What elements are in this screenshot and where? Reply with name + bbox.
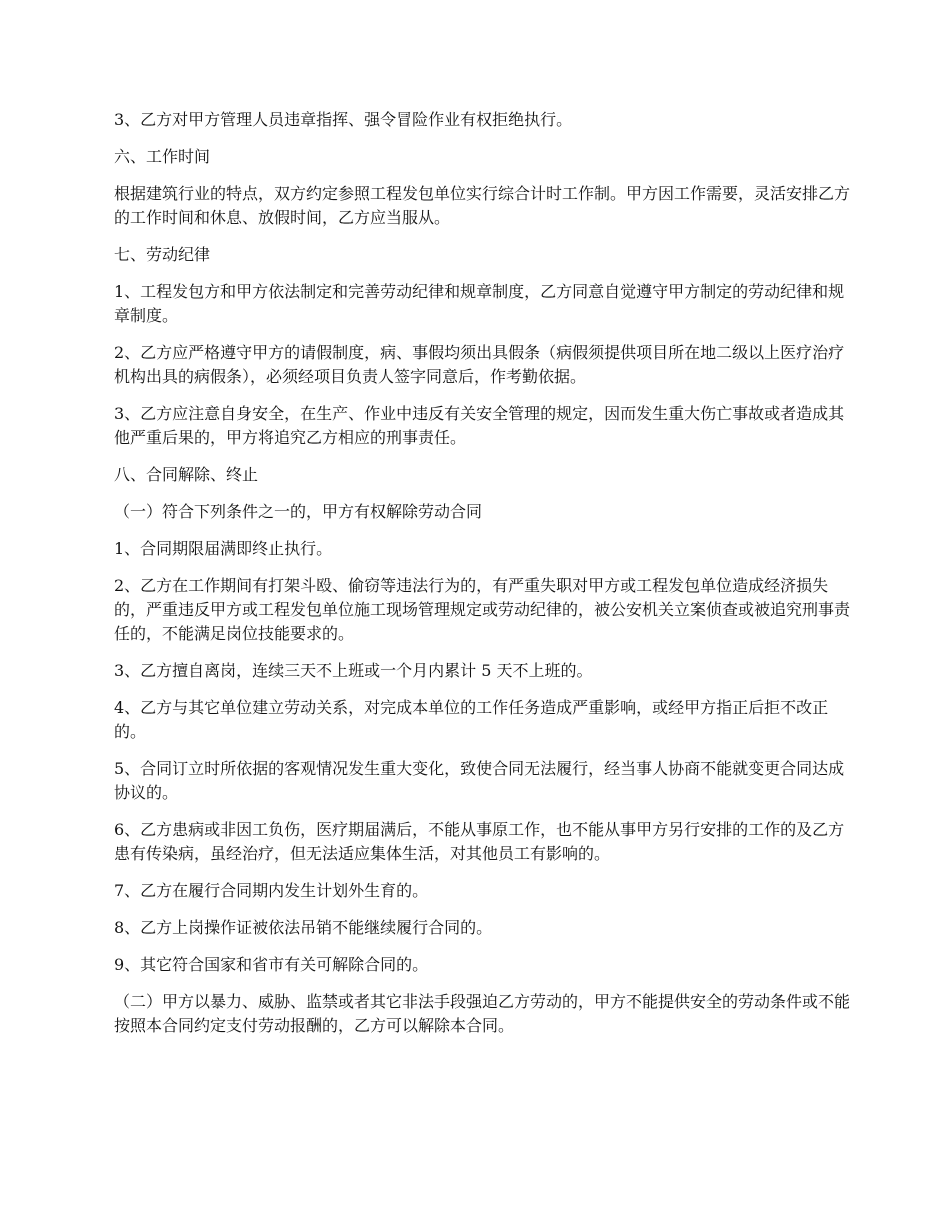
clause-termination-3: 3、乙方擅自离岗，连续三天不上班或一个月内累计 5 天不上班的。 — [114, 661, 593, 680]
clause-discipline-3: 3、乙方应注意自身安全，在生产、作业中违反有关安全管理的规定，因而发生重大伤亡事故或者造成其他严重后果的，甲方将追究乙方相应的刑事责任。 — [114, 404, 845, 447]
clause-termination-4: 4、乙方与其它单位建立劳动关系，对完成本单位的工作任务造成严重影响，或经甲方指正后拒不改正的。 — [114, 698, 829, 741]
clause-termination-5: 5、合同订立时所依据的客观情况发生重大变化，致使合同无法履行，经当事人协商不能就变更合同达成协议的。 — [114, 759, 845, 802]
clause-refuse-unsafe-orders: 3、乙方对甲方管理人员违章指挥、强令冒险作业有权拒绝执行。 — [114, 110, 573, 129]
section-heading-labor-discipline: 七、劳动纪律 — [114, 245, 211, 264]
section-heading-termination: 八、合同解除、终止 — [114, 465, 259, 484]
clause-discipline-1: 1、工程发包方和甲方依法制定和完善劳动纪律和规章制度，乙方同意自觉遵守甲方制定的劳动纪律和规章制度。 — [114, 282, 845, 325]
subsection-employee-termination: （二）甲方以暴力、威胁、监禁或者其它非法手段强迫乙方劳动的，甲方不能提供安全的劳动条件或不能按照本合同约定支付劳动报酬的，乙方可以解除本合同。 — [114, 992, 851, 1035]
section-heading-work-time: 六、工作时间 — [114, 147, 211, 166]
clause-termination-7: 7、乙方在履行合同期内发生计划外生育的。 — [114, 881, 429, 900]
clause-discipline-2: 2、乙方应严格遵守甲方的请假制度，病、事假均须出具假条（病假须提供项目所在地二级以上医疗治疗机构出具的病假条），必须经项目负责人签字同意后，作考勤依据。 — [114, 343, 845, 386]
clause-termination-9: 9、其它符合国家和省市有关可解除合同的。 — [114, 955, 429, 974]
clause-termination-6: 6、乙方患病或非因工负伤，医疗期届满后，不能从事原工作，也不能从事甲方另行安排的工作的及乙方患有传染病，虽经治疗，但无法适应集体生活，对其他员工有影响的。 — [114, 820, 845, 863]
clause-termination-2: 2、乙方在工作期间有打架斗殴、偷窃等违法行为的，有严重失职对甲方或工程发包单位造成经济损失的，严重违反甲方或工程发包单位施工现场管理规定或劳动纪律的，被公安机关立案侦查或被追究刑事责任的，不能满足岗位技能要求的。 — [114, 576, 851, 643]
clause-termination-8: 8、乙方上岗操作证被依法吊销不能继续履行合同的。 — [114, 918, 493, 937]
subsection-heading-employer-termination: （一）符合下列条件之一的，甲方有权解除劳动合同 — [114, 502, 483, 521]
clause-work-time: 根据建筑行业的特点，双方约定参照工程发包单位实行综合计时工作制。甲方因工作需要，灵活安排乙方的工作时间和休息、放假时间，乙方应当服从。 — [114, 184, 851, 227]
clause-termination-1: 1、合同期限届满即终止执行。 — [114, 539, 333, 558]
document-page — [114, 108, 850, 1051]
